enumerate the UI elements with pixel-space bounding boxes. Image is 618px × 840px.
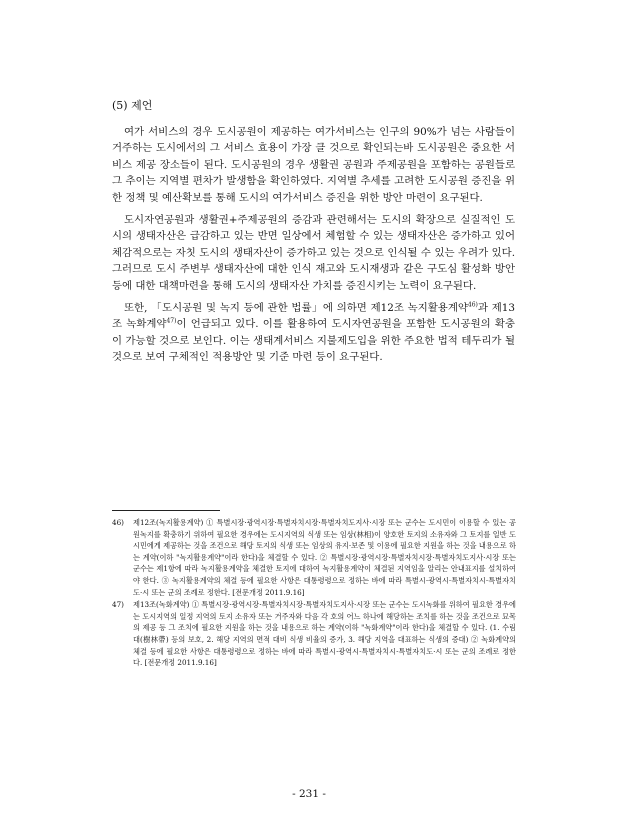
footnote-text: 제12조(녹지활용계약) ① 특별시장·광역시장·특별자치시장·특별자치도지사·시장 또는 군수는 도시민이 이용할 수 있는 공원녹지를 확충하기 위하여 필요한 경우에는 도시지역의 식생 또는 임상(林相)이 양호한 토지의 소유자와 그 토지를 일반 도시민에게 제공하는 것을 조건으로 해당 토지의 식생 또는 임상의 유지·보존 및 이용에 필요한 지원을 하는 것을 내용으로 하는 계약(이하 "녹지활용계약"이라 한다)을 체결할 수 있다. ② 특별시장·광역시장·특별자치시장·특별자치도지사·시장 또는 군수는 제1항에 따라 녹지활용계약을 체결한 토지에 대하여 녹지활용계약이 체결된 지역임을 알리는 안내표지를 설치하여야 한다. ③ 녹지활용계약의 체결 등에 필요한 사항은 대통령령으로 정하는 바에 따라 특별시·광역시·특별자치시·특별자치도·시 또는 군의 조례로 정한다. [전문개정 2011.9.16] xyxy=(133,518,516,597)
page-number: - 231 - xyxy=(292,788,326,800)
footnote-ref-47[interactable]: 47) xyxy=(166,318,177,325)
paragraph-text-part2: 과 제13조 녹화계약 xyxy=(112,302,515,331)
paragraph-leisure-services: 여가 서비스의 경우 도시공원이 제공하는 여가서비스는 인구의 90%가 넘는 사람들이 거주하는 도시에서의 그 서비스 효용이 가장 클 것으로 확인되는바 도시공원은 중요한 서비스 제공 장소들이 된다. 도시공원의 경우 생활권 공원과 주제공원을 포함하는 공원들로 그 추이는 지역별 편차가 발생함을 확인하였다. 지역별 추세를 고려한 도시공원 증진을 위한 정책 및 예산확보를 통해 도시의 여가서비스 증진을 위한 방안 마련이 요구된다. xyxy=(112,126,515,204)
footnote-46 xyxy=(112,517,516,598)
footnote-divider xyxy=(112,510,220,511)
body-text xyxy=(112,124,515,372)
paragraph-legal-framework xyxy=(112,300,515,366)
section-heading: (5) 제언 xyxy=(112,99,153,112)
footnote-ref-46[interactable]: 46) xyxy=(467,301,478,309)
footnote-47 xyxy=(112,599,516,669)
footnote-text: 제13조(녹화계약) ① 특별시장·광역시장·특별자치시장·특별자치도지사·시장 또는 군수는 도시녹화를 위하여 필요한 경우에는 도시지역의 일정 지역의 토지 소유자 또는 거주자와 다음 각 호의 어느 하나에 해당하는 조치를 하는 것을 조건으로 묘목의 제공 등 그 조치에 필요한 지원을 하는 것을 내용으로 하는 계약(이하 "녹화계약"이라 한다)을 체결할 수 있다. (1. 수림대(樹林帶) 등의 보호, 2. 해당 지역의 면적 대비 식생 비율의 증가, 3. 해당 지역을 대표하는 식생의 증대) ② 녹화계약의 체결 등에 필요한 사항은 대통령령으로 정하는 바에 따라 특별시·광역시·특별자치시·특별자치도·시 또는 군의 조례로 정한다. [전문개정 2011.9.16] xyxy=(133,600,516,668)
footnote-number: 46) xyxy=(112,518,124,527)
footnotes xyxy=(112,517,516,670)
paragraph-text-part1: 또한, 「도시공원 및 녹지 등에 관한 법률」에 의하면 제12조 녹지활용계약 xyxy=(124,302,468,315)
paragraph-ecological-assets: 도시자연공원과 생활권+주제공원의 증감과 관련해서는 도시의 확장으로 실질적인 도시의 생태자산은 급감하고 있는 반면 일상에서 체험할 수 있는 생태자산은 증가하고 있어 체감적으로는 자칫 도시의 생태자산이 증가하고 있는 것으로 인식될 수 있는 우려가 있다. 그러므로 도시 주변부 생태자산에 대한 인식 재고와 도시재생과 같은 구도심 활성화 방안 등에 대한 대책마련을 통해 도시의 생태자산 가치를 증진시키는 노력이 요구된다. xyxy=(112,214,515,292)
footnote-number: 47) xyxy=(112,600,124,610)
paragraph-text-part3: 이 언급되고 있다. 이를 활용하여 도시자연공원을 포함한 도시공원의 확충이 가능할 것으로 보인다. 이는 생태계서비스 지불제도입을 위한 주요한 법적 테두리가 될 것으로 보여 구체적인 적용방안 및 기준 마련 등이 요구된다. xyxy=(112,318,515,364)
